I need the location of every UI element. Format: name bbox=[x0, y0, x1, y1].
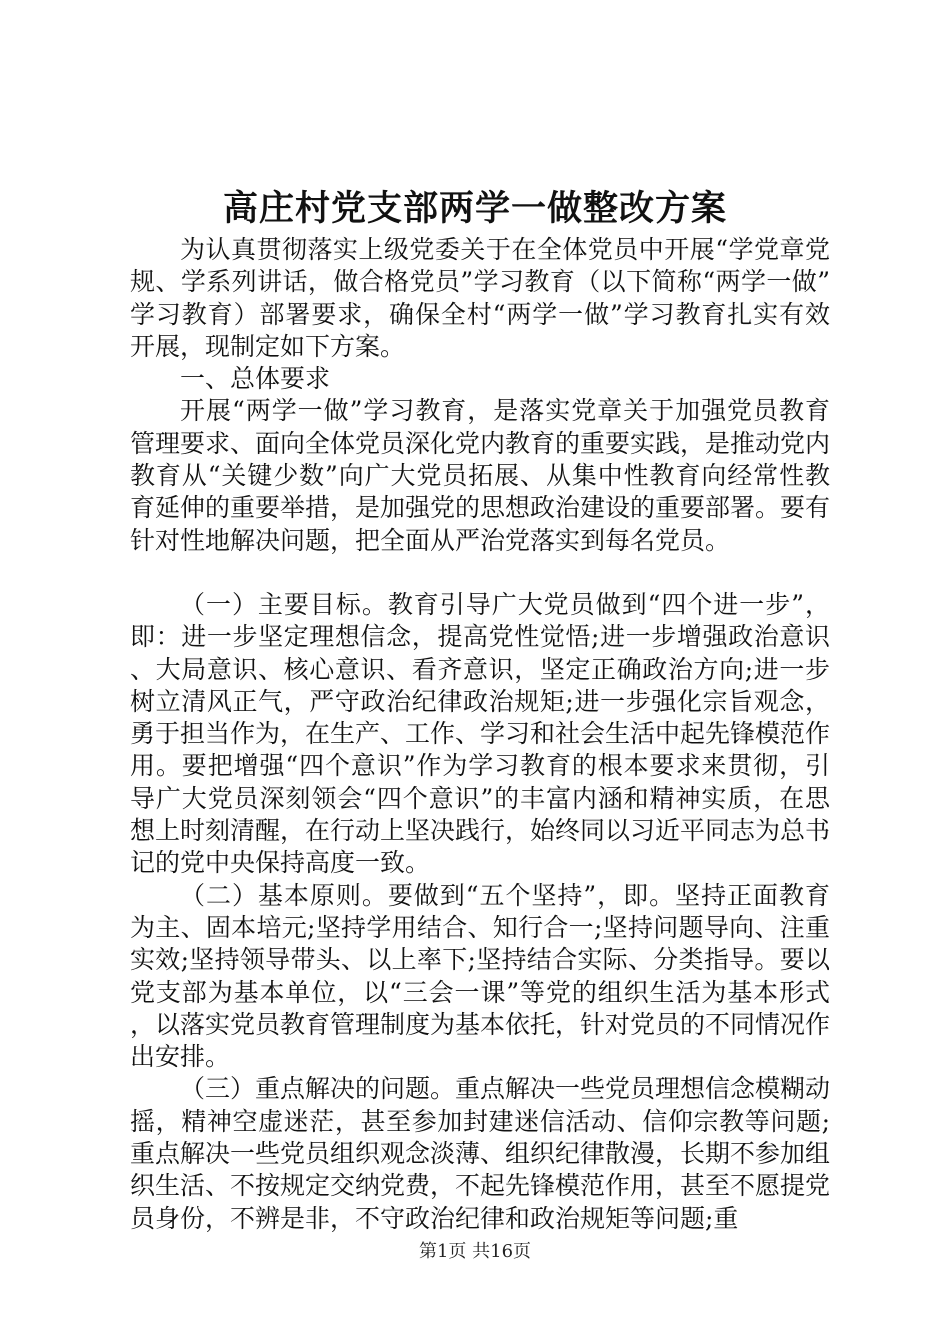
basic-principles-paragraph: （二）基本原则。要做到“五个坚持”，即。坚持正面教育为主、固本培元;坚持学用结合、知行合一;坚持问题导向、注重实效;坚持领导带头、以上率下;坚持结合实际、分类指导。要以党支部为基本单位，以“三会一课”等党的组织生活为基本形式，以落实党员教育管理制度为基本依托，针对党员的不同情况作出安排。 bbox=[130, 880, 831, 1072]
section-heading-general-requirements: 一、总体要求 bbox=[180, 364, 331, 394]
page-number-footer: 第1页 共16页 bbox=[418, 1241, 532, 1262]
main-goals-paragraph: （一）主要目标。教育引导广大党员做到“四个进一步”，即：进一步坚定理想信念，提高党性觉悟;进一步增强政治意识、大局意识、核心意识、看齐意识，坚定正确政治方向;进一步树立清风正气，严守政治纪律政治规矩;进一步强化宗旨观念，勇于担当作为，在生产、工作、学习和社会生活中起先锋模范作用。要把增强“四个意识”作为学习教育的根本要求来贯彻，引导广大党员深刻领会“四个意识”的丰富内涵和精神实质，在思想上时刻清醒，在行动上坚决践行，始终同以习近平同志为总书记的党中央保持高度一致。 bbox=[130, 589, 831, 878]
general-requirements-paragraph: 开展“两学一做”学习教育，是落实党章关于加强党员教育管理要求、面向全体党员深化党内教育的重要实践，是推动党内教育从“关键少数”向广大党员拓展、从集中性教育向经常性教育延伸的重要举措，是加强党的思想政治建设的重要部署。要有针对性地解决问题，把全面从严治党落实到每名党员。 bbox=[130, 396, 831, 555]
document-body bbox=[130, 234, 830, 1235]
document-title: 高庄村党支部两学一做整改方案 bbox=[222, 188, 727, 229]
intro-paragraph: 为认真贯彻落实上级党委关于在全体党员中开展“学党章党规、学系列讲话，做合格党员”学习教育（以下简称“两学一做”学习教育）部署要求，确保全村“两学一做”学习教育扎实有效开展，现制定如下方案。 bbox=[130, 235, 830, 361]
key-problems-paragraph: （三）重点解决的问题。重点解决一些党员理想信念模糊动摇，精神空虚迷茫，甚至参加封建迷信活动、信仰宗教等问题;重点解决一些党员组织观念淡薄、组织纪律散漫，长期不参加组织生活、不按规定交纳党费，不起先锋模范作用，甚至不愿提党员身份，不辨是非，不守政治纪律和政治规矩等问题;重 bbox=[130, 1074, 831, 1233]
